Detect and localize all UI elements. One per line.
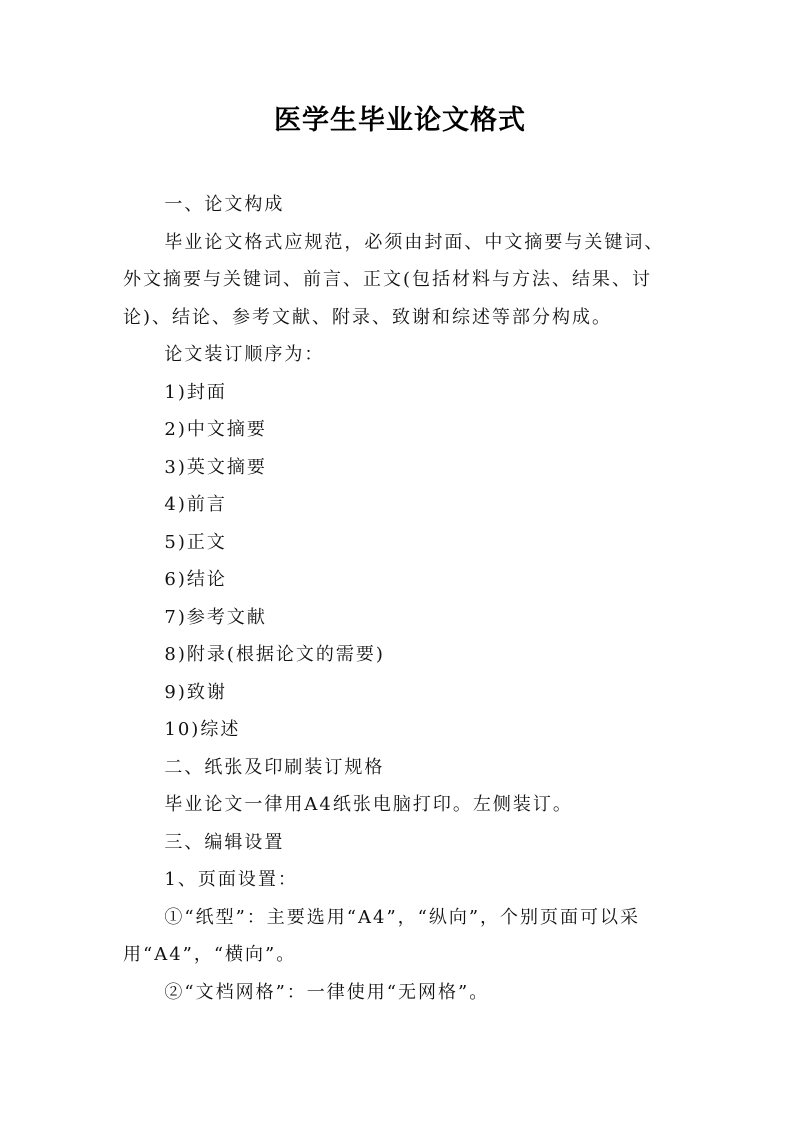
list-item: 10)综述 [164, 719, 241, 740]
list-item: 8)附录(根据论文的需要) [164, 644, 385, 665]
document-body [123, 186, 683, 1011]
section-heading: 二、纸张及印刷装订规格 [164, 756, 385, 778]
list-item: 4)前言 [164, 494, 227, 515]
paragraph: ②“文档网格”：一律使用“无网格”。 [164, 981, 490, 1003]
list-item: 2)中文摘要 [164, 419, 267, 440]
paragraph: 论文装订顺序为： [164, 344, 325, 365]
paragraph: ①“纸型”：主要选用“A4”，“纵向”，个别页面可以采用“A4”，“横向”。 [123, 906, 641, 965]
list-item: 3)英文摘要 [164, 456, 267, 478]
list-item: 9)致谢 [164, 681, 227, 703]
list-item: 6)结论 [164, 569, 227, 590]
document-title: 医学生毕业论文格式 [274, 105, 526, 136]
list-item: 1)封面 [164, 381, 227, 403]
section-heading: 三、编辑设置 [164, 831, 285, 853]
subsection-heading: 1、页面设置： [164, 869, 298, 890]
section-heading: 一、论文构成 [164, 194, 285, 215]
list-item: 5)正文 [164, 531, 227, 553]
list-item: 7)参考文献 [164, 606, 267, 628]
paragraph: 毕业论文格式应规范，必须由封面、中文摘要与关键词、外文摘要与关键词、前言、正文(包括材料与方法、结果、讨论)、结论、参考文献、附录、致谢和综述等部分构成。 [123, 231, 665, 328]
paragraph: 毕业论文一律用A4纸张电脑打印。左侧装订。 [164, 794, 573, 815]
